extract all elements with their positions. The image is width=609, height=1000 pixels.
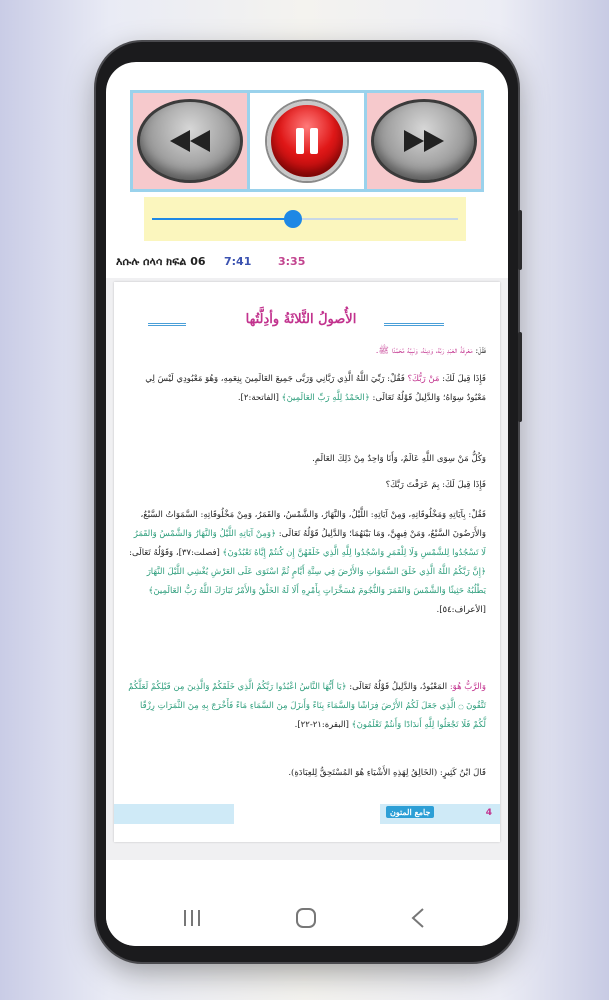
recent-apps-icon: [181, 909, 203, 927]
back-button[interactable]: [404, 906, 432, 930]
p1-lead: فَقُلْ:: [475, 346, 486, 356]
track-info: [106, 252, 508, 274]
home-icon: [295, 907, 317, 929]
pause-icon: [267, 101, 347, 181]
navigation-bar: [106, 892, 508, 946]
p6-ref: [البقرة:٢١-٢٢].: [294, 720, 349, 730]
book-label: جامع المتون: [386, 806, 434, 818]
total-time: 7:41: [224, 255, 252, 268]
p5-text: فَقُلْ: بِآيَاتِهِ وَمَخْلُوقَاتِهِ، وَمِنْ آيَاتِهِ: اللَّيْلُ، وَالنَّهَارُ، وَالشَّمْسُ، وَالقَمَرُ، وَمِنْ مَخْلُوقَاتِهِ: السَّمَوَاتُ السَّبْعُ، وَالأَرَضُونَ السَّبْعُ، وَمَنْ فِيهِنَّ، وَمَا بَيْنَهُمَا؛ وَالدَّلِيلُ قَوْلُهُ تَعَالَى:: [140, 510, 486, 539]
p5-ref-1: [فصلت:٣٧]، وَقَوْلُهُ تَعَالَى:: [129, 548, 220, 558]
seek-slider[interactable]: [144, 197, 466, 241]
audio-player-controls: [130, 90, 484, 192]
seek-thumb[interactable]: [284, 210, 302, 228]
p2-lead: فَإِذَا قِيلَ لَكَ:: [442, 374, 486, 384]
p2-ref: [الفاتحة:٢].: [237, 393, 279, 403]
rewind-button[interactable]: [133, 93, 247, 189]
document-page: [114, 282, 500, 842]
back-icon: [410, 907, 426, 929]
document-viewer[interactable]: [106, 278, 508, 860]
p1-text: مَعْرِفَةُ العَبْدِ رَبَّهُ، وَدِينَهُ، وَنَبِيَّهُ مُحَمَّدًا ﷺ.: [375, 346, 473, 356]
power-button: [518, 332, 522, 422]
page-footer: [380, 804, 500, 824]
p6-lead: وَالرَّبُّ هُوَ:: [449, 682, 486, 692]
p6-verse: ﴿يَا أَيُّهَا النَّاسُ اعْبُدُوا رَبَّكُمُ الَّذِي خَلَقَكُمْ وَالَّذِينَ مِن قَبْلِكُمْ لَعَلَّكُمْ تَتَّقُونَ ۝ الَّذِي جَعَلَ لَكُمُ الأَرْضَ فِرَاشًا وَالسَّمَاءَ بِنَاءً وَأَنزَلَ مِنَ السَّمَاءِ مَاءً فَأَخْرَجَ بِهِ مِنَ الثَّمَرَاتِ رِزْقًا لَّكُمْ فَلَا تَجْعَلُوا لِلَّهِ أَندَادًا وَأَنتُمْ تَعْلَمُونَ﴾: [128, 682, 486, 730]
paragraph-2: [128, 370, 486, 408]
paragraph-6: [128, 678, 486, 735]
phone-screen: [106, 62, 508, 946]
paragraph-1: [128, 342, 486, 361]
current-time: 3:35: [278, 255, 306, 268]
page-number: 4: [485, 808, 492, 818]
fast-forward-icon: [371, 99, 477, 183]
paragraph-5: [128, 506, 486, 620]
recent-apps-button[interactable]: [178, 906, 206, 930]
p2-answer: فَقُلْ: رَبِّيَ اللَّهُ الَّذِي رَبَّانِي وَرَبَّى جَمِيعَ العَالَمِينَ بِنِعَمِهِ، وَهُوَ مَعْبُودِي لَيْسَ لِي مَعْبُودٌ سِوَاهُ؛ وَالدَّلِيلُ قَوْلُهُ تَعَالَى:: [145, 374, 486, 403]
p5-verse-1: ﴿وَمِنْ آيَاتِهِ اللَّيْلُ وَالنَّهَارُ وَالشَّمْسُ وَالقَمَرُ لَا تَسْجُدُوا لِلشَّمْسِ وَلَا لِلْقَمَرِ وَاسْجُدُوا لِلَّهِ الَّذِي خَلَقَهُنَّ إِن كُنتُمْ إِيَّاهُ تَعْبُدُونَ﴾: [133, 529, 486, 558]
p2-question: مَنْ رَبُّكَ؟: [407, 374, 440, 384]
track-title: እሱሉ ሰላሳ ክፍል 06: [116, 255, 206, 268]
paragraph-4: فَإِذَا قِيلَ لَكَ: بِمَ عَرَفْتَ رَبَّكَ؟: [385, 480, 486, 490]
paragraph-7: قَالَ ابْنُ كَثِيرٍ: (الخَالِقُ لِهَذِهِ الأَشْيَاءِ هُوَ المُسْتَحِقُّ لِلعِبَادَةِ).: [288, 768, 486, 778]
pause-button[interactable]: [247, 93, 367, 189]
p6-text: المَعْبُودُ، وَالدَّلِيلُ قَوْلُهُ تَعَالَى:: [349, 682, 448, 692]
home-button[interactable]: [292, 906, 320, 930]
rewind-icon: [137, 99, 243, 183]
p5-verse-2: ﴿إِنَّ رَبَّكُمُ اللَّهُ الَّذِي خَلَقَ السَّمَوَاتِ وَالأَرْضَ فِي سِتَّةِ أَيَّامٍ ثُمَّ اسْتَوَى عَلَى العَرْشِ يُغْشِي اللَّيْلَ النَّهَارَ يَطْلُبُهُ حَثِيثًا وَالشَّمْسَ وَالقَمَرَ وَالنُّجُومَ مُسَخَّرَاتٍ بِأَمْرِهِ أَلَا لَهُ الخَلْقُ وَالأَمْرُ تَبَارَكَ اللَّهُ رَبُّ العَالَمِينَ﴾: [146, 567, 486, 596]
page-heading: الأُصولُ الثَّلاثَةُ وأدِلَّتُها: [245, 312, 357, 327]
footer-band: [114, 804, 234, 824]
p2-verse: ﴿الحَمْدُ لِلَّهِ رَبِّ العَالَمِينَ﴾: [281, 393, 370, 403]
p5-ref-2: [الأعراف:٥٤].: [436, 605, 486, 615]
phone-frame: [96, 42, 518, 962]
seek-progress: [152, 218, 293, 220]
volume-button: [518, 210, 522, 270]
paragraph-3: وَكُلُّ مَنْ سِوَى اللَّهِ عَالَمٌ، وَأَنَا وَاحِدٌ مِنْ ذَلِكَ العَالَمِ.: [312, 454, 486, 464]
fast-forward-button[interactable]: [367, 93, 481, 189]
